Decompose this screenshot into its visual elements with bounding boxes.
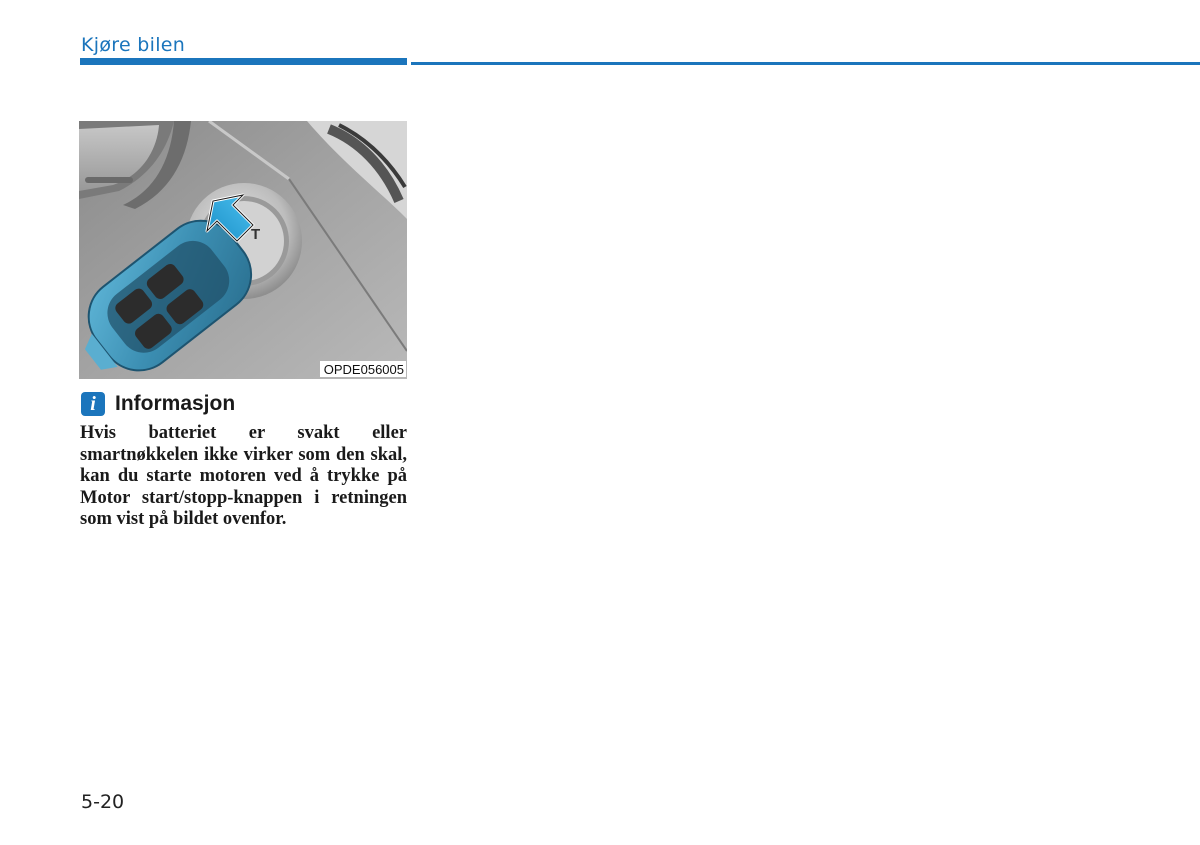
info-body: Hvis batteriet er svakt eller smartnøkkelen ikke virker som den skal, kan du starte motoren ved å trykke på Motor start/stopp-knappen i retningen som vist på bildet ovenfor.	[80, 423, 407, 529]
info-heading	[81, 391, 235, 417]
page-number: 5-20	[81, 791, 125, 813]
figure-smart-key-start	[79, 121, 407, 379]
header-rule-thin	[411, 62, 1200, 65]
header-rule-thick	[80, 58, 407, 65]
start-button-letter: T	[251, 226, 261, 243]
section-title: Kjøre bilen	[81, 34, 186, 56]
figure-illustration	[79, 121, 407, 379]
info-icon	[81, 392, 105, 416]
figure-code: OPDE056005	[320, 361, 406, 377]
info-title: Informasjon	[115, 392, 236, 415]
info-icon-letter: i	[90, 393, 96, 415]
engine-start-button-icon	[251, 226, 260, 243]
